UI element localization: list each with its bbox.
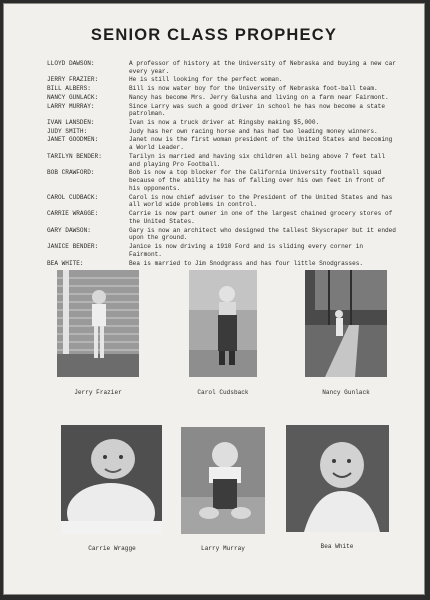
prophecy-text: Janice is now driving a 1910 Ford and is sliding every corner in Fairmont. xyxy=(129,243,364,258)
prophecy-text: Bill is now water boy for the University of Nebraska foot-ball team. xyxy=(129,85,378,93)
prophecy-list xyxy=(47,60,397,268)
page-title: SENIOR CLASS PROPHECY xyxy=(90,26,338,44)
prophecy-entry xyxy=(47,243,397,259)
prophecy-entry xyxy=(47,60,397,76)
prophecy-text: He is still looking for the perfect woman. xyxy=(129,76,283,84)
prophecy-entry xyxy=(47,94,397,102)
student-name: JANICE BENDER: xyxy=(47,243,99,251)
student-name: NANCY GUNLACK: xyxy=(47,93,99,101)
student-name: JUDY SMITH: xyxy=(47,127,88,135)
student-name: BOB CRAWFORD: xyxy=(47,169,95,177)
prophecy-entry xyxy=(47,128,397,136)
prophecy-text: Tarilyn is married and having six children all being above 7 feet tall and playing Pro Football. xyxy=(129,152,385,168)
prophecy-text: Carrie is now part owner in one of the largest chained grocery stores of the United States. xyxy=(129,210,393,225)
photo-nancy-gunlack xyxy=(305,270,387,377)
prophecy-text: A professor of history at the University of Nebraska and buying a new car every year. xyxy=(129,60,396,75)
prophecy-entry xyxy=(47,153,397,169)
photo-jerry-frazier xyxy=(57,270,139,377)
yearbook-page xyxy=(3,3,425,595)
student-name: CARRIE WRAGGE: xyxy=(47,210,99,218)
photo-caption: Carrie Wragge xyxy=(88,545,136,552)
prophecy-entry xyxy=(47,119,397,127)
prophecy-entry xyxy=(47,227,397,243)
prophecy-text: Bob is now a top blocker for the California University football squad because of the ability he has of falling over his own feet in front of his opponents. xyxy=(129,169,385,192)
prophecy-entry xyxy=(47,169,397,192)
prophecy-text: Judy has her own racing horse and has had two leading money winners. xyxy=(129,127,378,135)
prophecy-text: Since Larry was such a good driver in school he has now become a state patrolman. xyxy=(129,102,385,118)
student-name: TARILYN BENDER: xyxy=(47,152,102,160)
prophecy-entry xyxy=(47,194,397,210)
student-name: IVAN LANSDEN: xyxy=(47,119,95,127)
prophecy-text: Gary is now an architect who designed the tallest Skyscraper but it ended upon the ground. xyxy=(129,226,396,242)
photo-caption: Bea White xyxy=(320,543,354,550)
student-name: LARRY MURRAY: xyxy=(47,102,95,110)
photo-caption: Jerry Frazier xyxy=(74,389,122,396)
student-name: CAROL CUDBACK: xyxy=(47,193,99,201)
prophecy-entry xyxy=(47,210,397,226)
prophecy-entry xyxy=(47,76,397,84)
prophecy-entry xyxy=(47,103,397,119)
student-name: BILL ALBERS: xyxy=(47,85,91,93)
student-name: JERRY FRAZIER: xyxy=(47,76,99,84)
prophecy-text: Ivan is now a truck driver at Ringsby making $5,000. xyxy=(129,119,320,127)
prophecy-text: Nancy has become Mrs. Jerry Galusha and living on a farm near Fairmont. xyxy=(129,93,389,101)
prophecy-text: Carol is now chief adviser to the President of the United States and has all world wide problems in control. xyxy=(129,193,393,209)
prophecy-entry xyxy=(47,260,397,268)
photo-carrie-wragge xyxy=(61,425,162,534)
photo-caption: Larry Murray xyxy=(201,545,245,552)
student-name: JANET GOODMEN: xyxy=(47,136,99,144)
photo-bea-white xyxy=(286,425,389,532)
prophecy-entry xyxy=(47,85,397,93)
photo-caption: Nancy Gunlack xyxy=(322,389,370,396)
photo-caption: Carol Cudsback xyxy=(197,389,249,396)
prophecy-text: Janet now is the first woman president of the United States and becoming a World Leader. xyxy=(129,136,393,152)
student-name: BEA WHITE: xyxy=(47,259,84,267)
photo-larry-murray xyxy=(181,427,265,534)
prophecy-entry xyxy=(47,136,397,152)
student-name: LLOYD DAWSON: xyxy=(47,60,95,67)
prophecy-text: Bea is married to Jim Snodgrass and has four little Snodgrasses. xyxy=(129,259,364,267)
photo-carol-cudback xyxy=(189,270,257,377)
student-name: GARY DAWSON: xyxy=(47,226,91,234)
